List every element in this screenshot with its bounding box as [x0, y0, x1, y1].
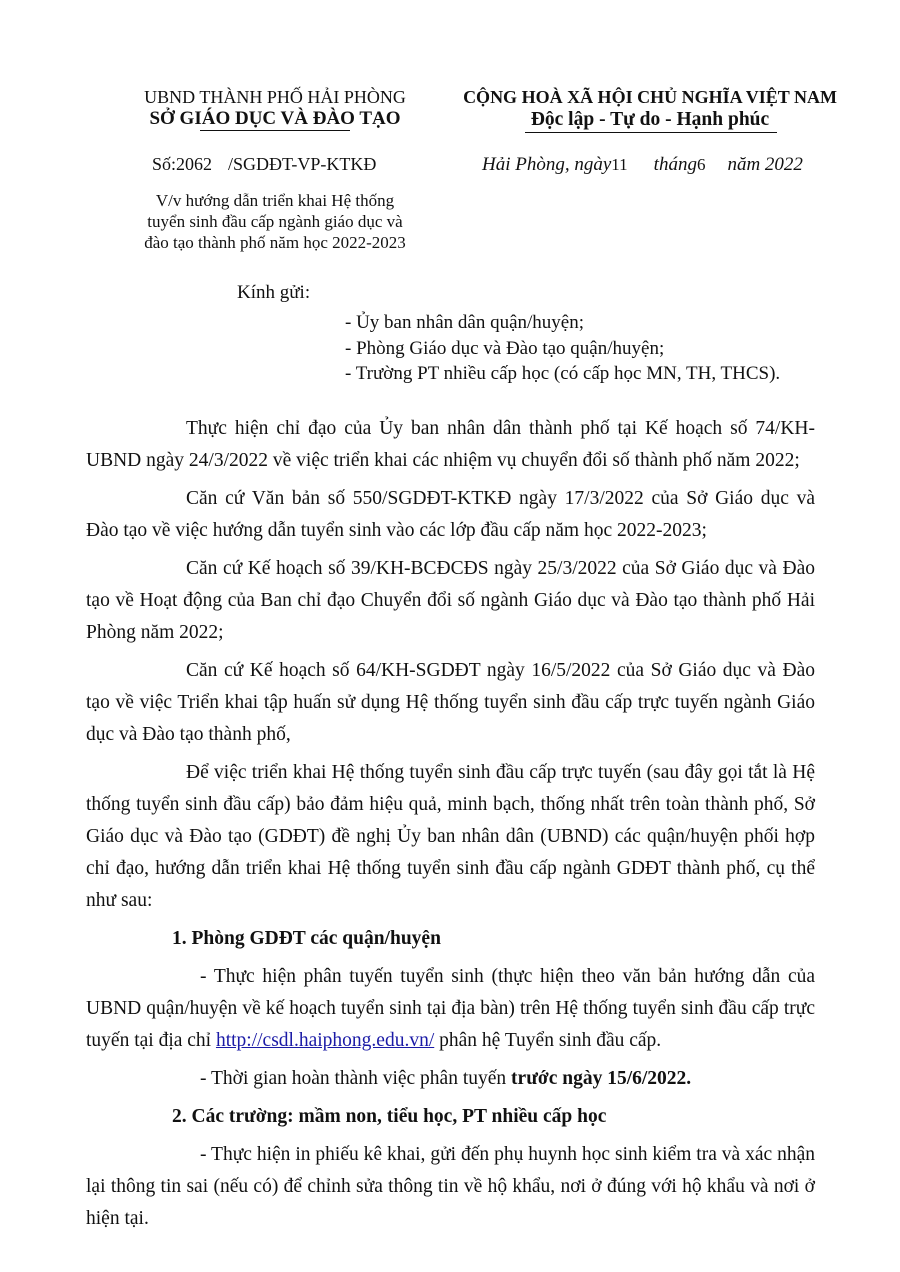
doc-number-prefix: Số:: [152, 154, 177, 174]
section-heading-2: 2. Các trường: mầm non, tiểu học, PT nhiều cấp học: [172, 1106, 607, 1127]
recipients-list: [345, 310, 780, 387]
csdl-link[interactable]: http://csdl.haiphong.edu.vn/: [215, 1030, 435, 1051]
deadline: trước ngày 15/6/2022.: [511, 1068, 692, 1089]
subject-line: V/v hướng dẫn triển khai Hệ thống: [155, 191, 395, 210]
paragraph: Thực hiện chỉ đạo của Ủy ban nhân dân thành phố tại Kế hoạch số 74/KH-UBND ngày 24/3/2022 về việc triển khai các nhiệm vụ chuyển đổi số thành phố năm 2022;: [86, 418, 815, 471]
recipients-label: Kính gửi:: [237, 282, 311, 303]
agency-name: SỞ GIÁO DỤC VÀ ĐÀO TẠO: [149, 108, 401, 129]
doc-number-value: 2062: [176, 154, 213, 174]
text: phân hệ Tuyển sinh đầu cấp.: [434, 1030, 662, 1051]
doc-date: [482, 154, 803, 176]
agency-underline: [200, 130, 350, 131]
doc-number: [152, 154, 376, 175]
paragraph: Căn cứ Kế hoạch số 64/KH-SGDĐT ngày 16/5/2022 của Sở Giáo dục và Đào tạo về việc Triển khai tập huấn sử dụng Hệ thống tuyển sinh đầu cấp trực tuyến ngành Giáo dục và Đào tạo thành phố,: [86, 660, 815, 745]
subject-line: đào tạo thành phố năm học 2022-2023: [144, 233, 406, 252]
recipient-item: - Ủy ban nhân dân quận/huyện;: [345, 312, 585, 333]
paragraph: [86, 1063, 815, 1095]
paragraph: Căn cứ Kế hoạch số 39/KH-BCĐCĐS ngày 25/3/2022 của Sở Giáo dục và Đào tạo về Hoạt động của Ban chỉ đạo Chuyển đổi số ngành Giáo dục và Đào tạo thành phố Hải Phòng năm 2022;: [86, 558, 815, 643]
document-body: [86, 413, 815, 1241]
paragraph: - Thực hiện in phiếu kê khai, gửi đến phụ huynh học sinh kiểm tra và xác nhận lại thông tin sai (nếu có) để chỉnh sửa thông tin về hộ khẩu, nơi ở đúng với hộ khẩu và nơi ở hiện tại.: [86, 1144, 815, 1229]
section-heading-1: 1. Phòng GDĐT các quận/huyện: [172, 928, 441, 949]
text: - Thời gian hoàn thành việc phân tuyến: [200, 1068, 512, 1089]
recipient-item: - Phòng Giáo dục và Đào tạo quận/huyện;: [345, 337, 665, 359]
subject-line: tuyển sinh đầu cấp ngành giáo dục và: [147, 212, 403, 231]
subject: [110, 190, 440, 253]
doc-number-suffix: /SGDĐT-VP-KTKĐ: [228, 154, 377, 174]
paragraph: [86, 961, 815, 1057]
motto-underline: [525, 132, 777, 133]
nation-motto: Độc lập - Tự do - Hạnh phúc: [530, 109, 770, 130]
nation-title: CỘNG HOÀ XÃ HỘI CHỦ NGHĨA VIỆT NAM: [463, 87, 837, 107]
date-place: Hải Phòng, ngày: [482, 154, 612, 175]
recipient-item: - Trường PT nhiều cấp học (có cấp học MN, TH, THCS).: [345, 363, 781, 384]
date-month: 6: [696, 155, 706, 174]
agency-parent: UBND THÀNH PHỐ HẢI PHÒNG: [144, 87, 406, 107]
date-month-label: tháng: [653, 154, 697, 175]
date-year: năm 2022: [727, 154, 803, 175]
paragraph: Để việc triển khai Hệ thống tuyển sinh đầu cấp trực tuyến (sau đây gọi tắt là Hệ thống tuyển sinh đầu cấp) bảo đảm hiệu quả, minh bạch, thống nhất trên toàn thành phố, Sở Giáo dục và Đào tạo (GDĐT) đề nghị Ủy ban nhân dân (UBND) các quận/huyện phối hợp chỉ đạo, hướng dẫn triển khai Hệ thống tuyển sinh đầu cấp ngành GDĐT thành phố, cụ thể như sau:: [86, 762, 815, 911]
text: - Thực hiện phân tuyến tuyển sinh (thực hiện theo văn bản hướng dẫn của UBND quận/huyện về kế hoạch tuyển sinh tại địa bàn) trên Hệ thống tuyển sinh đầu cấp trực tuyến tại địa chỉ: [86, 966, 815, 1051]
date-day: 11: [611, 155, 628, 174]
paragraph: Căn cứ Văn bản số 550/SGDĐT-KTKĐ ngày 17/3/2022 của Sở Giáo dục và Đào tạo về việc hướng dẫn tuyển sinh vào các lớp đầu cấp năm học 2022-2023;: [86, 488, 815, 541]
